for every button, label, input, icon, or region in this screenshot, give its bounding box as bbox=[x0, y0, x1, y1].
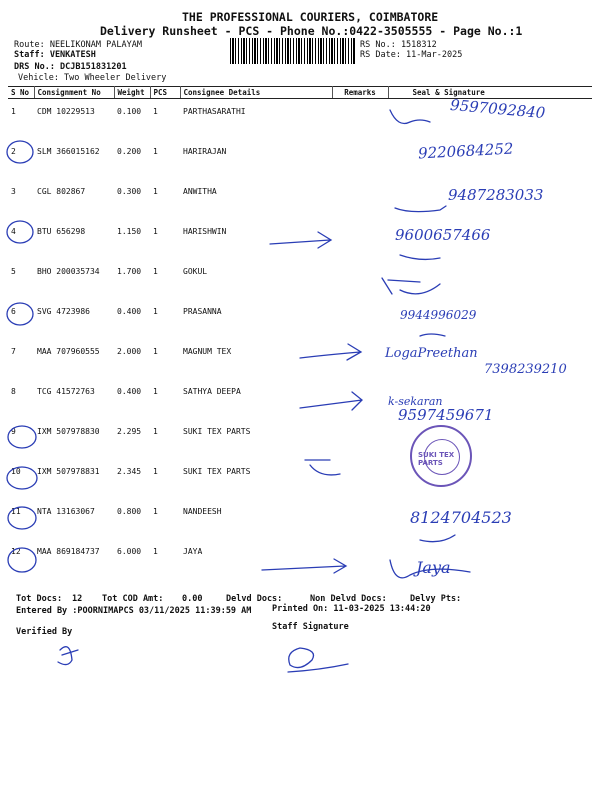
col-remarks: Remarks bbox=[332, 87, 388, 99]
row-pcs: 1 bbox=[153, 427, 158, 436]
row-consignment: CDM 10229513 bbox=[37, 107, 95, 116]
rs-no: RS No.: 1518312 bbox=[360, 40, 437, 50]
row-consignment: BHO 200035734 bbox=[37, 267, 100, 276]
col-pcs: PCS bbox=[150, 87, 180, 99]
row-consignment: MAA 869184737 bbox=[37, 547, 100, 556]
row-consignment: CGL 802867 bbox=[37, 187, 86, 196]
tot-docs-label: Tot Docs: bbox=[16, 594, 63, 604]
row-weight: 0.400 bbox=[117, 307, 142, 316]
row-sno: 4 bbox=[11, 227, 16, 236]
row-weight: 2.000 bbox=[117, 347, 142, 356]
row-consignee: ANWITHA bbox=[183, 187, 217, 196]
signature-row8-phone: 9597459671 bbox=[398, 406, 494, 424]
row-consignment: MAA 707960555 bbox=[37, 347, 100, 356]
col-consignee: Consignee Details bbox=[180, 87, 332, 99]
staff-label: Staff: VENKATESH bbox=[14, 50, 96, 60]
signature-row2: 9220684252 bbox=[417, 139, 514, 163]
company-stamp bbox=[410, 425, 472, 487]
tot-docs-value: 12 bbox=[72, 594, 83, 604]
row-sno: 3 bbox=[11, 187, 16, 196]
signature-row7: LogaPreethan bbox=[385, 346, 478, 361]
row-sno: 8 bbox=[11, 387, 16, 396]
signature-row6: 9944996029 bbox=[400, 308, 477, 322]
row-pcs: 1 bbox=[153, 387, 158, 396]
signature-row4: 9600657466 bbox=[395, 226, 491, 244]
row-consignment: IXM 507978830 bbox=[37, 427, 100, 436]
verified-by-label: Verified By bbox=[16, 627, 73, 637]
signature-row11: 8124704523 bbox=[410, 508, 512, 527]
signature-row8: k-sekaran bbox=[388, 395, 443, 408]
drs-label: DRS No.: DCJB151831201 bbox=[14, 62, 127, 72]
company-name: THE PROFESSIONAL COURIERS, COIMBATORE bbox=[182, 10, 439, 24]
row-weight: 1.150 bbox=[117, 227, 142, 236]
row-pcs: 1 bbox=[153, 107, 158, 116]
row-consignment: BTU 656298 bbox=[37, 227, 86, 236]
row-weight: 0.800 bbox=[117, 507, 142, 516]
col-consignment: Consignment No bbox=[34, 87, 114, 99]
row-consignee: MAGNUM TEX bbox=[183, 347, 232, 356]
row-weight: 0.300 bbox=[117, 187, 142, 196]
row-consignee: JAYA bbox=[183, 547, 203, 556]
col-signature: Seal & Signature bbox=[388, 87, 592, 99]
row-sno: 7 bbox=[11, 347, 16, 356]
signature-row7-phone: 7398239210 bbox=[484, 362, 567, 377]
row-weight: 0.400 bbox=[117, 387, 142, 396]
row-pcs: 1 bbox=[153, 267, 158, 276]
row-sno: 6 bbox=[11, 307, 16, 316]
signature-row1: 9597092840 bbox=[449, 95, 547, 123]
row-pcs: 1 bbox=[153, 547, 158, 556]
row-weight: 2.345 bbox=[117, 467, 142, 476]
row-sno: 1 bbox=[11, 107, 16, 116]
non-delvd-docs-label: Non Delvd Docs: bbox=[310, 594, 387, 604]
col-weight: Weight bbox=[114, 87, 150, 99]
row-consignment: IXM 507978831 bbox=[37, 467, 100, 476]
tot-cod-label: Tot COD Amt: bbox=[102, 594, 164, 604]
row-weight: 0.100 bbox=[117, 107, 142, 116]
row-consignment: SLM 366015162 bbox=[37, 147, 100, 156]
delvy-pts-label: Delvy Pts: bbox=[410, 594, 462, 604]
row-consignee: GOKUL bbox=[183, 267, 208, 276]
row-weight: 2.295 bbox=[117, 427, 142, 436]
route-label: Route: NEELIKONAM PALAYAM bbox=[14, 40, 142, 50]
printed-on: Printed On: 11-03-2025 13:44:20 bbox=[272, 604, 431, 614]
row-consignee: PRASANNA bbox=[183, 307, 222, 316]
row-consignee: SUKI TEX PARTS bbox=[183, 427, 251, 436]
row-weight: 1.700 bbox=[117, 267, 142, 276]
entered-by: Entered By :POORNIMAPCS 03/11/2025 11:39:59 AM bbox=[16, 606, 252, 616]
row-consignee: SATHYA DEEPA bbox=[183, 387, 241, 396]
row-consignee: NANDEESH bbox=[183, 507, 222, 516]
row-pcs: 1 bbox=[153, 307, 158, 316]
row-pcs: 1 bbox=[153, 507, 158, 516]
row-sno: 9 bbox=[11, 427, 16, 436]
row-weight: 0.200 bbox=[117, 147, 142, 156]
row-consignee: HARIRAJAN bbox=[183, 147, 227, 156]
row-consignee: SUKI TEX PARTS bbox=[183, 467, 251, 476]
staff-signature-label: Staff Signature bbox=[272, 622, 349, 632]
row-consignee: PARTHASARATHI bbox=[183, 107, 246, 116]
vehicle-label: Vehicle: Two Wheeler Delivery bbox=[18, 73, 167, 83]
tot-cod-value: 0.00 bbox=[182, 594, 203, 604]
row-weight: 6.000 bbox=[117, 547, 142, 556]
row-pcs: 1 bbox=[153, 347, 158, 356]
row-sno: 5 bbox=[11, 267, 16, 276]
row-consignee: HARISHWIN bbox=[183, 227, 227, 236]
signature-row12: Jaya bbox=[416, 558, 451, 577]
runsheet-title: Delivery Runsheet - PCS - Phone No.:0422-3505555 - Page No.:1 bbox=[100, 24, 523, 38]
row-consignment: TCG 41572763 bbox=[37, 387, 95, 396]
row-sno: 11 bbox=[11, 507, 21, 516]
signature-row3: 9487283033 bbox=[448, 186, 544, 204]
delvd-docs-label: Delvd Docs: bbox=[226, 594, 283, 604]
row-pcs: 1 bbox=[153, 147, 158, 156]
row-sno: 10 bbox=[11, 467, 21, 476]
row-pcs: 1 bbox=[153, 227, 158, 236]
row-pcs: 1 bbox=[153, 187, 158, 196]
row-consignment: SVG 4723986 bbox=[37, 307, 90, 316]
row-consignment: NTA 13163067 bbox=[37, 507, 95, 516]
row-sno: 2 bbox=[11, 147, 16, 156]
col-sno: S No bbox=[8, 87, 34, 99]
stamp-text: SUKI TEX PARTS bbox=[418, 451, 455, 467]
row-pcs: 1 bbox=[153, 467, 158, 476]
rs-date: RS Date: 11-Mar-2025 bbox=[360, 50, 463, 60]
row-sno: 12 bbox=[11, 547, 21, 556]
